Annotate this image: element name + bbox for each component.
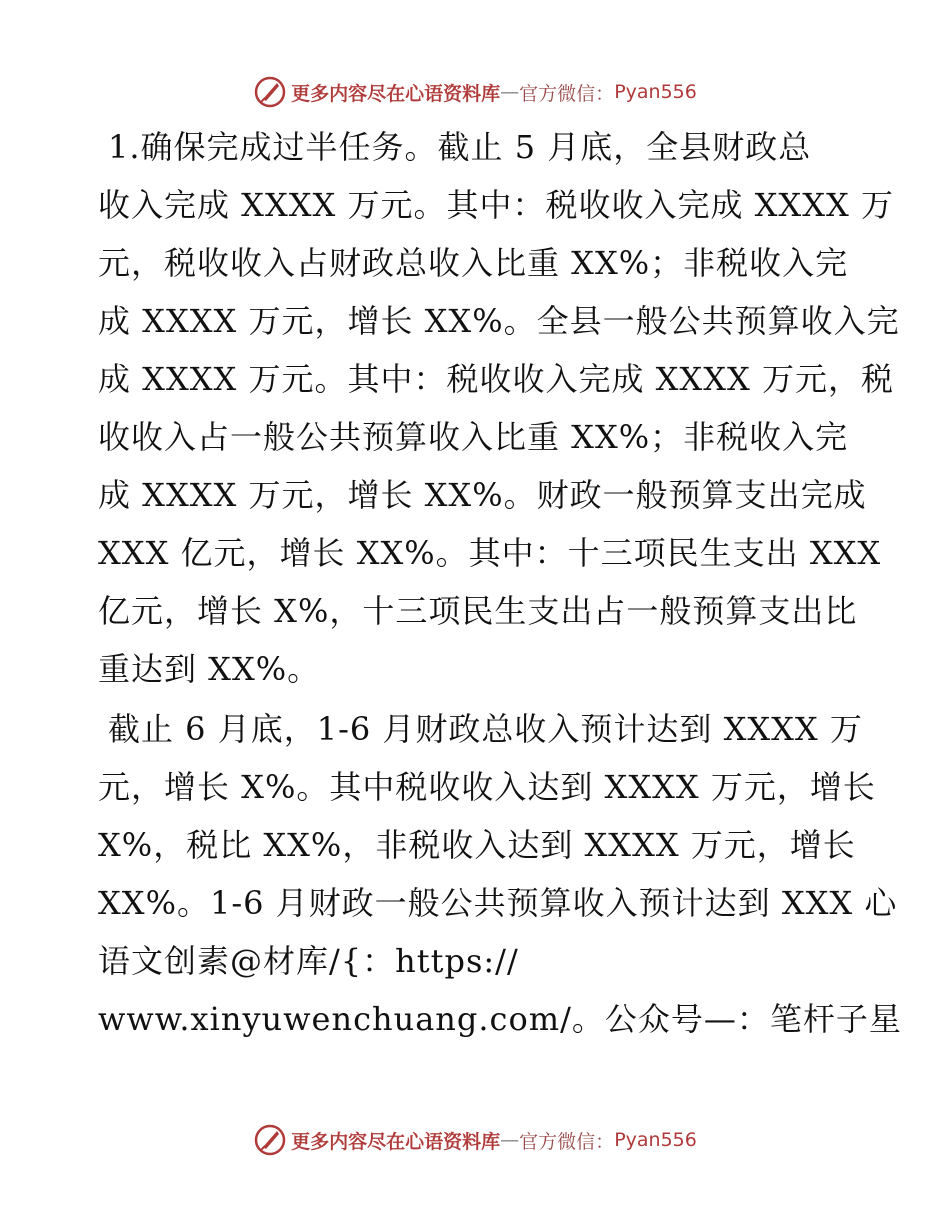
paragraph-line: 语文创素@材库/{：https:// xyxy=(98,942,519,980)
paragraph-line: 成 XXXX 万元，增长 XX%。全县一般公共预算收入完 xyxy=(98,302,900,340)
paragraph-line: XXX 亿元，增长 XX%。其中：十三项民生支出 XXX xyxy=(98,534,882,572)
paragraph-line: 1.确保完成过半任务。截止 5 月底，全县财政总 xyxy=(108,128,812,166)
banner-wechat-label: 官方微信： xyxy=(519,1130,615,1153)
banner-wechat-id: Pyan556 xyxy=(614,1129,697,1151)
banner-separator: — xyxy=(500,81,520,103)
paragraph-line: 收收入占一般公共预算收入比重 XX%；非税收入完 xyxy=(98,418,849,456)
paragraph-2 xyxy=(98,700,902,1048)
document-body xyxy=(98,118,902,1048)
banner-separator: — xyxy=(500,1129,520,1151)
paragraph-line: 重达到 XX%。 xyxy=(98,650,321,688)
quill-logo-icon xyxy=(253,75,287,109)
banner-main-text: 更多内容尽在心语资料库 xyxy=(291,82,501,105)
paragraph-line: 截止 6 月底，1-6 月财政总收入预计达到 XXXX 万 xyxy=(108,710,863,748)
paragraph-line: 元，增长 X%。其中税收收入达到 XXXX 万元，增长 xyxy=(98,768,876,806)
banner-wechat-id: Pyan556 xyxy=(614,81,697,103)
banner-main-text: 更多内容尽在心语资料库 xyxy=(291,1130,501,1153)
paragraph-line: 成 XXXX 万元，增长 XX%。财政一般预算支出完成 xyxy=(98,476,867,514)
paragraph-line: X%，税比 XX%，非税收入达到 XXXX 万元，增长 xyxy=(98,826,856,864)
paragraph-line: 亿元，增长 X%，十三项民生支出占一般预算支出比 xyxy=(98,592,858,630)
paragraph-line: www.xinyuwenchuang.com/。公众号—：笔杆子星 xyxy=(98,1000,902,1038)
paragraph-line: 收入完成 XXXX 万元。其中：税收收入完成 XXXX 万 xyxy=(98,186,894,224)
paragraph-line: XX%。1-6 月财政一般公共预算收入预计达到 XXX 心 xyxy=(98,884,898,922)
paragraph-1 xyxy=(98,118,900,698)
paragraph-line: 成 XXXX 万元。其中：税收收入完成 XXXX 万元，税 xyxy=(98,360,894,398)
quill-logo-icon xyxy=(253,1123,287,1157)
banner-wechat-label: 官方微信： xyxy=(519,82,615,105)
paragraph-line: 元，税收收入占财政总收入比重 XX%；非税收入完 xyxy=(98,244,849,282)
footer-banner xyxy=(0,1120,950,1160)
header-banner xyxy=(0,72,950,112)
